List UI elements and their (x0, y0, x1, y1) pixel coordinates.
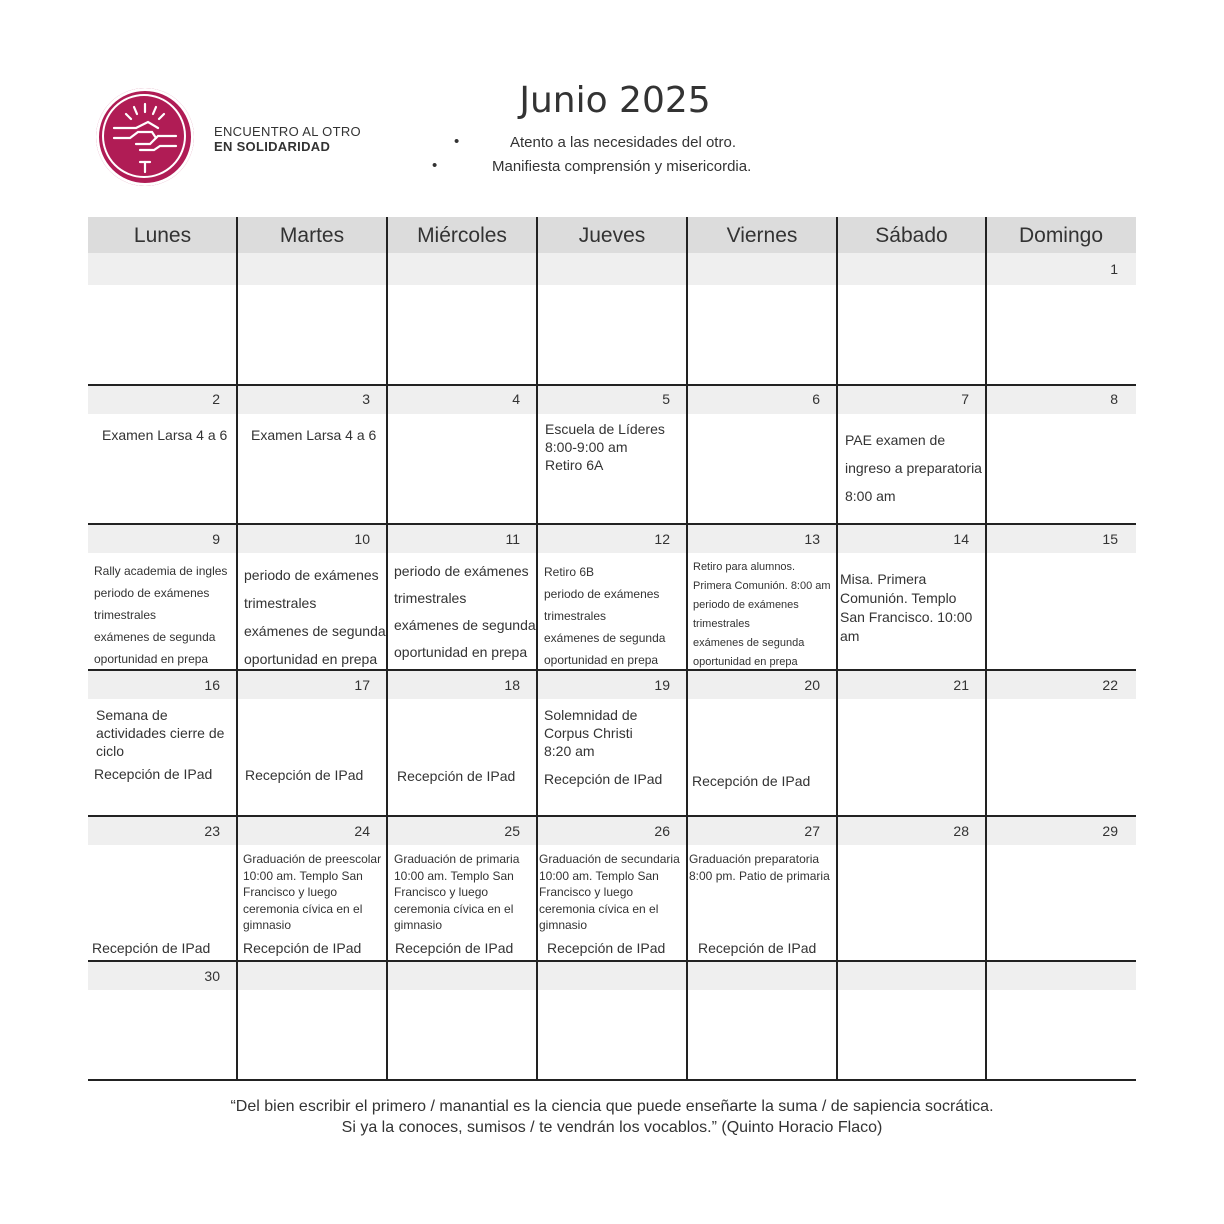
bullet-text: Atento a las necesidades del otro. (510, 134, 736, 151)
column-divider (386, 217, 388, 1079)
day-number: 16 (204, 677, 220, 693)
day-number: 21 (953, 677, 969, 693)
event-text: periodo de exámenes trimestrales exámenes de segunda oportunidad en prepa (244, 567, 386, 667)
week-band (88, 671, 1136, 699)
week-band (88, 817, 1136, 845)
column-divider (985, 217, 987, 1079)
event-text: periodo de exámenes trimestrales exámenes de segunda oportunidad en prepa (394, 563, 536, 660)
day-number: 8 (1110, 391, 1118, 407)
event-text: Graduación de preescolar 10:00 am. Templo San Francisco y luego ceremonia cívica en el gimnasio (243, 852, 382, 933)
quote (140, 1096, 1084, 1138)
weekday-label: Domingo (1018, 224, 1104, 247)
event-text: Recepción de IPad (92, 940, 211, 956)
event-text: Graduación de secundaria 10:00 am. Templo San Francisco y luego ceremonia cívica en el gimnasio (539, 852, 680, 933)
row-divider (88, 384, 1136, 386)
event-text: Misa. Primera Comunión. Templo San Francisco. 10:00 am (840, 571, 973, 644)
logo-line-2: EN SOLIDARIDAD (214, 139, 331, 154)
day-number: 25 (504, 823, 520, 839)
day-number: 2 (212, 391, 220, 407)
day-number: 30 (204, 968, 220, 984)
event-text: Solemnidad de Corpus Christi 8:20 am (544, 707, 638, 759)
handshake-icon (96, 88, 194, 186)
day-number: 17 (354, 677, 370, 693)
quote-line-1: “Del bien escribir el primero / manantial es la ciencia que puede enseñarte la suma / de sapiencia socrática. (230, 1098, 994, 1115)
quote-line-2: Si ya la conoces, sumisos / te vendrán los vocablos.” (Quinto Horacio Flaco) (341, 1119, 883, 1136)
bullet-text: Manifiesta comprensión y misericordia. (492, 158, 752, 175)
week-band (88, 525, 1136, 553)
week-band (88, 962, 1136, 990)
event-text: PAE examen de ingreso a preparatoria 8:00 am (845, 432, 982, 504)
event-text: Retiro para alumnos. Primera Comunión. 8:00 am periodo de exámenes trimestrales exámenes de segunda oportunidad en prepa (693, 561, 831, 668)
event-text: Graduación preparatoria 8:00 pm. Patio de primaria (689, 852, 830, 883)
weekday-label: Martes (279, 224, 345, 247)
day-number: 28 (953, 823, 969, 839)
day-number: 5 (662, 391, 670, 407)
day-number: 19 (654, 677, 670, 693)
event-text: Examen Larsa 4 a 6 (102, 427, 228, 443)
day-number: 20 (804, 677, 820, 693)
day-number: 22 (1102, 677, 1118, 693)
day-number: 26 (654, 823, 670, 839)
row-divider (88, 815, 1136, 817)
weekday-label: Sábado (875, 224, 948, 247)
event-text: Recepción de IPad (243, 940, 362, 956)
day-number: 9 (212, 531, 220, 547)
event-text: Recepción de IPad (397, 768, 516, 784)
day-number: 18 (504, 677, 520, 693)
day-number: 3 (362, 391, 370, 407)
day-number: 29 (1102, 823, 1118, 839)
weekday-label: Miércoles (417, 224, 507, 247)
page-title: Junio 2025 (519, 80, 711, 121)
weekday-label: Viernes (726, 224, 798, 247)
event-text: Graduación de primaria 10:00 am. Templo San Francisco y luego ceremonia cívica en el gimnasio (394, 852, 520, 933)
event-text: Recepción de IPad (395, 940, 514, 956)
row-divider (88, 960, 1136, 962)
calendar-grid (88, 217, 1136, 1081)
column-divider (236, 217, 238, 1079)
weekday-header (88, 217, 1136, 253)
event-text: Escuela de Líderes 8:00-9:00 am Retiro 6A (545, 421, 665, 473)
event-text: Recepción de IPad (692, 773, 811, 789)
event-text: Recepción de IPad (547, 940, 666, 956)
column-divider (836, 217, 838, 1079)
day-number: 10 (354, 531, 370, 547)
week-band (88, 386, 1136, 414)
day-number: 15 (1102, 531, 1118, 547)
day-number: 4 (512, 391, 520, 407)
event-text: Semana de actividades cierre de ciclo (96, 707, 225, 759)
day-number: 1 (1110, 261, 1118, 277)
column-divider (686, 217, 688, 1079)
day-number: 23 (204, 823, 220, 839)
day-number: 7 (961, 391, 969, 407)
event-text: Recepción de IPad (245, 767, 364, 783)
logo-line-1: ENCUENTRO AL OTRO (214, 124, 361, 139)
weekday-label: Jueves (578, 224, 646, 247)
day-number: 27 (804, 823, 820, 839)
week-band (88, 253, 1136, 285)
event-text: Recepción de IPad (698, 940, 817, 956)
day-number: 11 (505, 531, 520, 547)
weekday-label: Lunes (133, 224, 192, 247)
day-number: 14 (953, 531, 969, 547)
day-number: 13 (804, 531, 820, 547)
event-text: Rally academia de ingles periodo de exámenes trimestrales exámenes de segunda oportunidad en prepa (94, 564, 228, 666)
event-text: Recepción de IPad (94, 766, 213, 782)
event-text: Recepción de IPad (544, 771, 663, 787)
event-text: Examen Larsa 4 a 6 (251, 427, 377, 443)
day-number: 24 (354, 823, 370, 839)
event-text: Retiro 6B periodo de exámenes trimestrales exámenes de segunda oportunidad en prepa (544, 565, 666, 667)
day-number: 6 (812, 391, 820, 407)
row-divider (88, 523, 1136, 525)
column-divider (536, 217, 538, 1079)
day-number: 12 (654, 531, 670, 547)
